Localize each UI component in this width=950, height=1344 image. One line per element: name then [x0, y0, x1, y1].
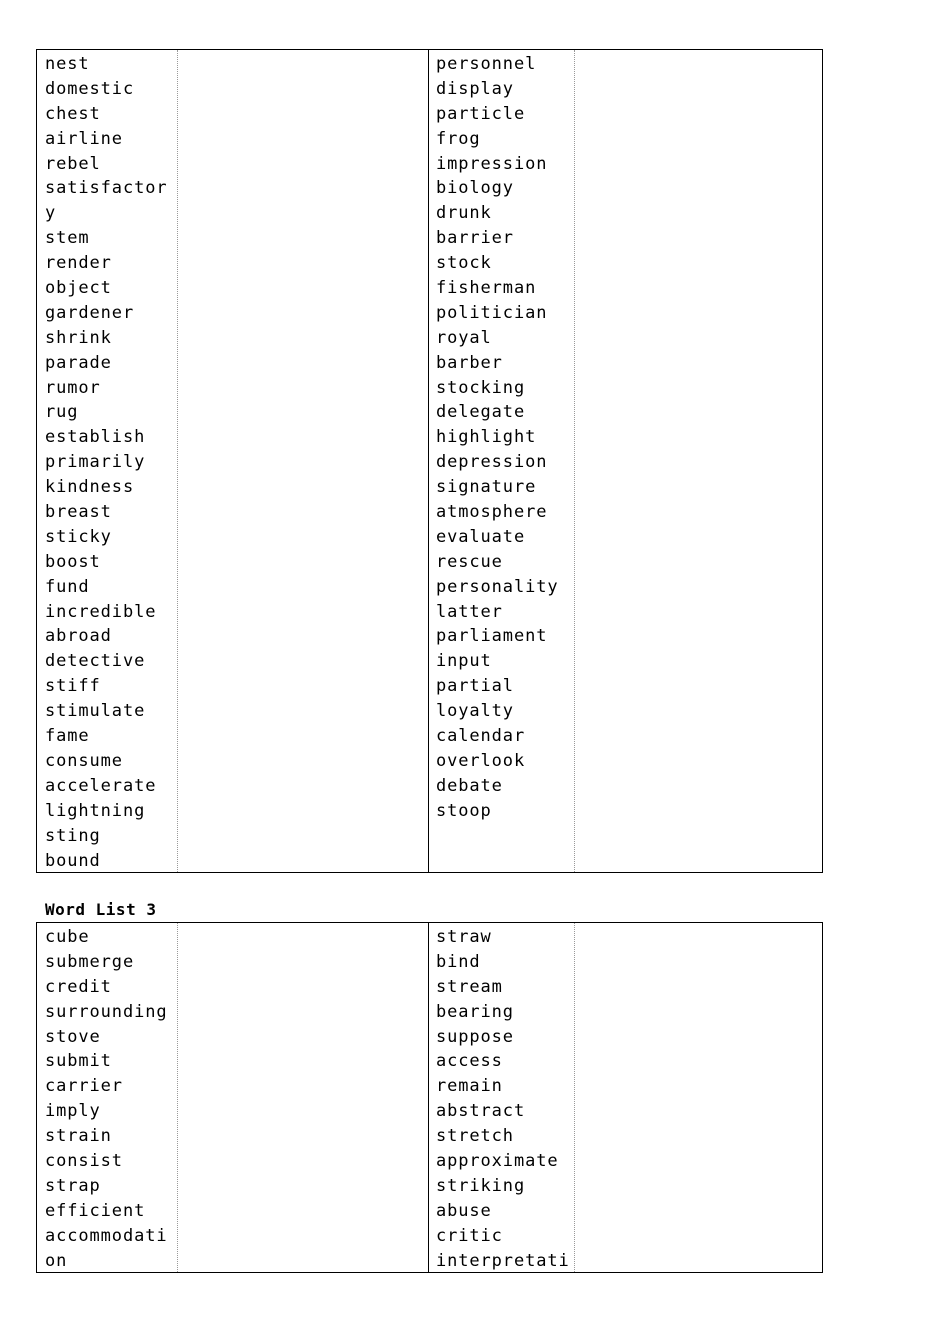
word-item: rebel [45, 153, 101, 174]
word-item: stream [436, 976, 503, 997]
word-item: fisherman [436, 278, 537, 299]
blank-column-right [574, 50, 822, 872]
word-item: accelerate [45, 775, 157, 796]
word-item: strain [45, 1126, 112, 1147]
word-item: drunk [436, 203, 492, 224]
word-column-right [428, 50, 575, 872]
word-item: stocking [436, 377, 526, 398]
word-item: personality [436, 576, 559, 597]
word-item: straw [436, 927, 492, 947]
word-item: signature [436, 477, 537, 498]
word-item: lightning [45, 800, 146, 821]
word-item: overlook [436, 750, 526, 771]
word-item: y [45, 203, 57, 224]
word-table-2 [36, 922, 823, 1273]
word-item: credit [45, 976, 112, 997]
word-item: suppose [436, 1026, 514, 1047]
word-item: submit [45, 1051, 112, 1072]
word-item: gardener [45, 302, 135, 323]
word-item: stoop [436, 800, 492, 821]
word-list-left [45, 52, 167, 873]
word-item: personnel [436, 54, 537, 74]
word-column-left [37, 50, 178, 872]
word-item: remain [436, 1076, 503, 1097]
word-item: depression [436, 452, 548, 473]
word-item: barber [436, 352, 503, 373]
word-item: parliament [436, 626, 548, 647]
word-item: sticky [45, 526, 112, 547]
word-item: stock [436, 253, 492, 274]
word-item: input [436, 651, 492, 672]
word-item: sting [45, 825, 101, 846]
word-item: domestic [45, 78, 135, 99]
word-item: atmosphere [436, 502, 548, 523]
word-item: highlight [436, 427, 537, 448]
word-item: partial [436, 676, 514, 697]
word-item: latter [436, 601, 503, 622]
word-item: rug [45, 402, 79, 423]
word-item: critic [436, 1225, 503, 1246]
word-item: debate [436, 775, 503, 796]
section-heading: Word List 3 [45, 900, 157, 919]
word-item: politician [436, 302, 548, 323]
blank-column-left [177, 50, 429, 872]
word-item: stem [45, 228, 90, 249]
word-item: strap [45, 1175, 101, 1196]
word-item: imply [45, 1101, 101, 1122]
word-item: calendar [436, 726, 526, 747]
word-item: particle [436, 103, 526, 124]
word-item: fund [45, 576, 90, 597]
word-item: barrier [436, 228, 514, 249]
word-item: impression [436, 153, 548, 174]
blank-column-right [574, 923, 822, 1272]
word-item: kindness [45, 477, 135, 498]
word-item: stiff [45, 676, 101, 697]
word-item: nest [45, 54, 90, 74]
blank-column-left [177, 923, 429, 1272]
word-item: interpretati [436, 1250, 570, 1271]
word-item: fame [45, 726, 90, 747]
word-item: airline [45, 128, 123, 149]
word-item: primarily [45, 452, 146, 473]
word-item: frog [436, 128, 481, 149]
word-item: render [45, 253, 112, 274]
word-item: abstract [436, 1101, 526, 1122]
word-item: access [436, 1051, 503, 1072]
word-item: stove [45, 1026, 101, 1047]
word-item: approximate [436, 1151, 559, 1172]
word-item: boost [45, 551, 101, 572]
word-item: satisfactor [45, 178, 168, 199]
word-item: bound [45, 850, 101, 871]
word-item: on [45, 1250, 68, 1271]
word-list-right [436, 52, 558, 824]
word-item: object [45, 278, 112, 299]
word-item: surrounding [45, 1001, 168, 1022]
word-item: stimulate [45, 701, 146, 722]
word-item: delegate [436, 402, 526, 423]
word-list-right [436, 925, 570, 1273]
word-item: display [436, 78, 514, 99]
word-item: efficient [45, 1200, 146, 1221]
word-item: striking [436, 1175, 526, 1196]
word-item: rumor [45, 377, 101, 398]
word-item: chest [45, 103, 101, 124]
word-item: biology [436, 178, 514, 199]
word-item: bind [436, 951, 481, 972]
word-item: cube [45, 927, 90, 947]
word-item: abuse [436, 1200, 492, 1221]
word-item: royal [436, 327, 492, 348]
word-item: loyalty [436, 701, 514, 722]
word-item: submerge [45, 951, 135, 972]
word-item: stretch [436, 1126, 514, 1147]
word-item: incredible [45, 601, 157, 622]
word-table-1 [36, 49, 823, 873]
word-item: abroad [45, 626, 112, 647]
word-item: bearing [436, 1001, 514, 1022]
word-column-left [37, 923, 178, 1272]
word-item: parade [45, 352, 112, 373]
word-item: carrier [45, 1076, 123, 1097]
word-item: consist [45, 1151, 123, 1172]
word-item: rescue [436, 551, 503, 572]
word-item: breast [45, 502, 112, 523]
word-column-right [428, 923, 575, 1272]
word-item: accommodati [45, 1225, 168, 1246]
word-item: evaluate [436, 526, 526, 547]
word-item: establish [45, 427, 146, 448]
word-item: shrink [45, 327, 112, 348]
word-item: consume [45, 750, 123, 771]
word-list-left [45, 925, 167, 1273]
word-item: detective [45, 651, 146, 672]
